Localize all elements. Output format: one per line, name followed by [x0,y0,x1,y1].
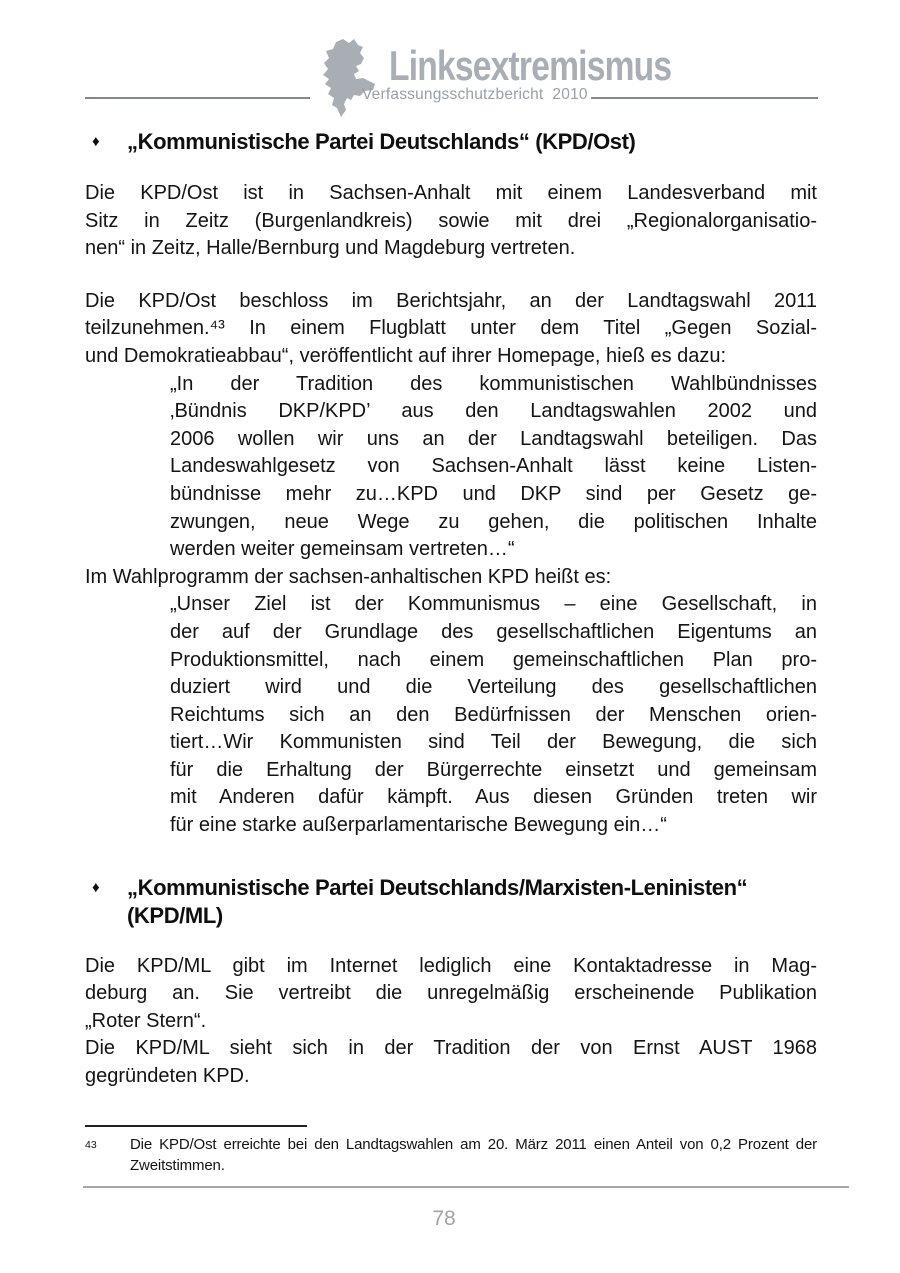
text-line: Reichtums sich an den Bedürfnissen der Menschen orien- [170,703,817,726]
text-line: Die KPD/ML gibt im Internet lediglich eine Kontaktadresse in Mag- [85,954,817,977]
footer-rule [83,1186,849,1188]
text-line: für die Erhaltung der Bürgerrechte einsetzt und gemeinsam [170,758,817,781]
text-line: bündnisse mehr zu…KPD und DKP sind per Gesetz ge- [170,482,817,505]
text-line: der auf der Grundlage des gesellschaftlichen Eigentums an [170,620,817,643]
header-rule-left [85,97,310,99]
text-line: duziert wird und die Verteilung des gesellschaftlichen [170,676,817,699]
footnote-text [130,1134,817,1177]
text-line: tiert…Wir Kommunisten sind Teil der Bewegung, die sich [170,731,817,754]
paragraph-kpd-ost-intro [85,180,817,263]
text-line: Landeswahlgesetz von Sachsen-Anhalt lässt keine Listen- [170,455,817,478]
text-line: „Roter Stern“. [85,1009,207,1032]
heading-text: „Kommunistische Partei Deutschlands“ (KPD/Ost) [127,129,636,154]
section-heading-kpd-ost [85,128,817,156]
footnote-separator-rule [85,1125,307,1127]
text-line: „In der Tradition des kommunistischen Wahlbündnisses [170,372,817,395]
text-line: Sitz in Zeitz (Burgenlandkreis) sowie mit drei „Regionalorganisatio- [85,209,817,232]
diamond-bullet-icon: ♦ [92,133,100,150]
page-content [85,128,817,1177]
footnote-43 [85,1134,817,1177]
header-rule-right [591,97,818,99]
text-line: deburg an. Sie vertreibt die unregelmäßig erscheinende Publikation [85,982,817,1005]
text-line: nen“ in Zeitz, Halle/Bernburg und Magdeburg vertreten. [85,237,576,260]
text-line: „Unser Ziel ist der Kommunismus – eine Gesellschaft, in [170,593,817,616]
text-line: Die KPD/ML sieht sich in der Tradition der von Ernst AUST 1968 [85,1037,817,1060]
paragraph-kpd-ml-tradition [85,1035,817,1090]
text-line: für eine starke außerparlamentarische Bewegung ein…“ [170,814,667,837]
text-line: ‚Bündnis DKP/KPD’ aus den Landtagswahlen 2002 und [170,400,817,423]
paragraph-kpd-ml-kontakt [85,953,817,1036]
text-line: werden weiter gemeinsam vertreten…“ [170,538,515,561]
text-line: zwungen, neue Wege zu gehen, die politischen Inhalte [170,510,817,533]
text-line: mit Anderen dafür kämpft. Aus diesen Gründen treten wir [170,786,817,809]
sachsen-anhalt-map-icon [314,37,378,119]
text-line: teilzunehmen.⁴³ In einem Flugblatt unter dem Titel „Gegen Sozial- [85,317,817,340]
section-heading-kpd-ml [85,874,817,930]
report-section-title: Linksextremismus [389,42,672,89]
text-line: Zweitstimmen. [130,1157,225,1175]
heading-text-line-2: (KPD/ML) [127,902,223,928]
text-line: Die KPD/Ost erreichte bei den Landtagswahlen am 20. März 2011 einen Anteil von 0,2 Prozent der [130,1135,817,1153]
text-line: Die KPD/Ost beschloss im Berichtsjahr, an der Landtagswahl 2011 [85,289,817,312]
text-line: Die KPD/Ost ist in Sachsen-Anhalt mit einem Landesverband mit [85,182,817,204]
heading-text-line-1: „Kommunistische Partei Deutschlands/Marxisten-Leninisten“ [127,874,748,900]
report-subtitle: Verfassungsschutzbericht 2010 [362,86,588,103]
text-line: 2006 wollen wir uns an der Landtagswahl beteiligen. Das [170,427,817,450]
diamond-bullet-icon: ♦ [92,878,100,896]
text-line: Im Wahlprogramm der sachsen-anhaltischen KPD heißt es: [85,565,612,588]
paragraph-wahlprogramm-leadin [85,564,817,592]
text-line: Produktionsmittel, nach einem gemeinschaftlichen Plan pro- [170,648,817,671]
page-number: 78 [432,1207,456,1230]
text-line: und Demokratieabbau“, veröffentlicht auf ihrer Homepage, hieß es dazu: [85,344,727,367]
footnote-marker: 43 [85,1138,97,1151]
blockquote-flugblatt [170,371,817,564]
text-line: gegründeten KPD. [85,1065,250,1088]
blockquote-wahlprogramm [170,591,817,839]
paragraph-landtagswahl [85,288,817,371]
